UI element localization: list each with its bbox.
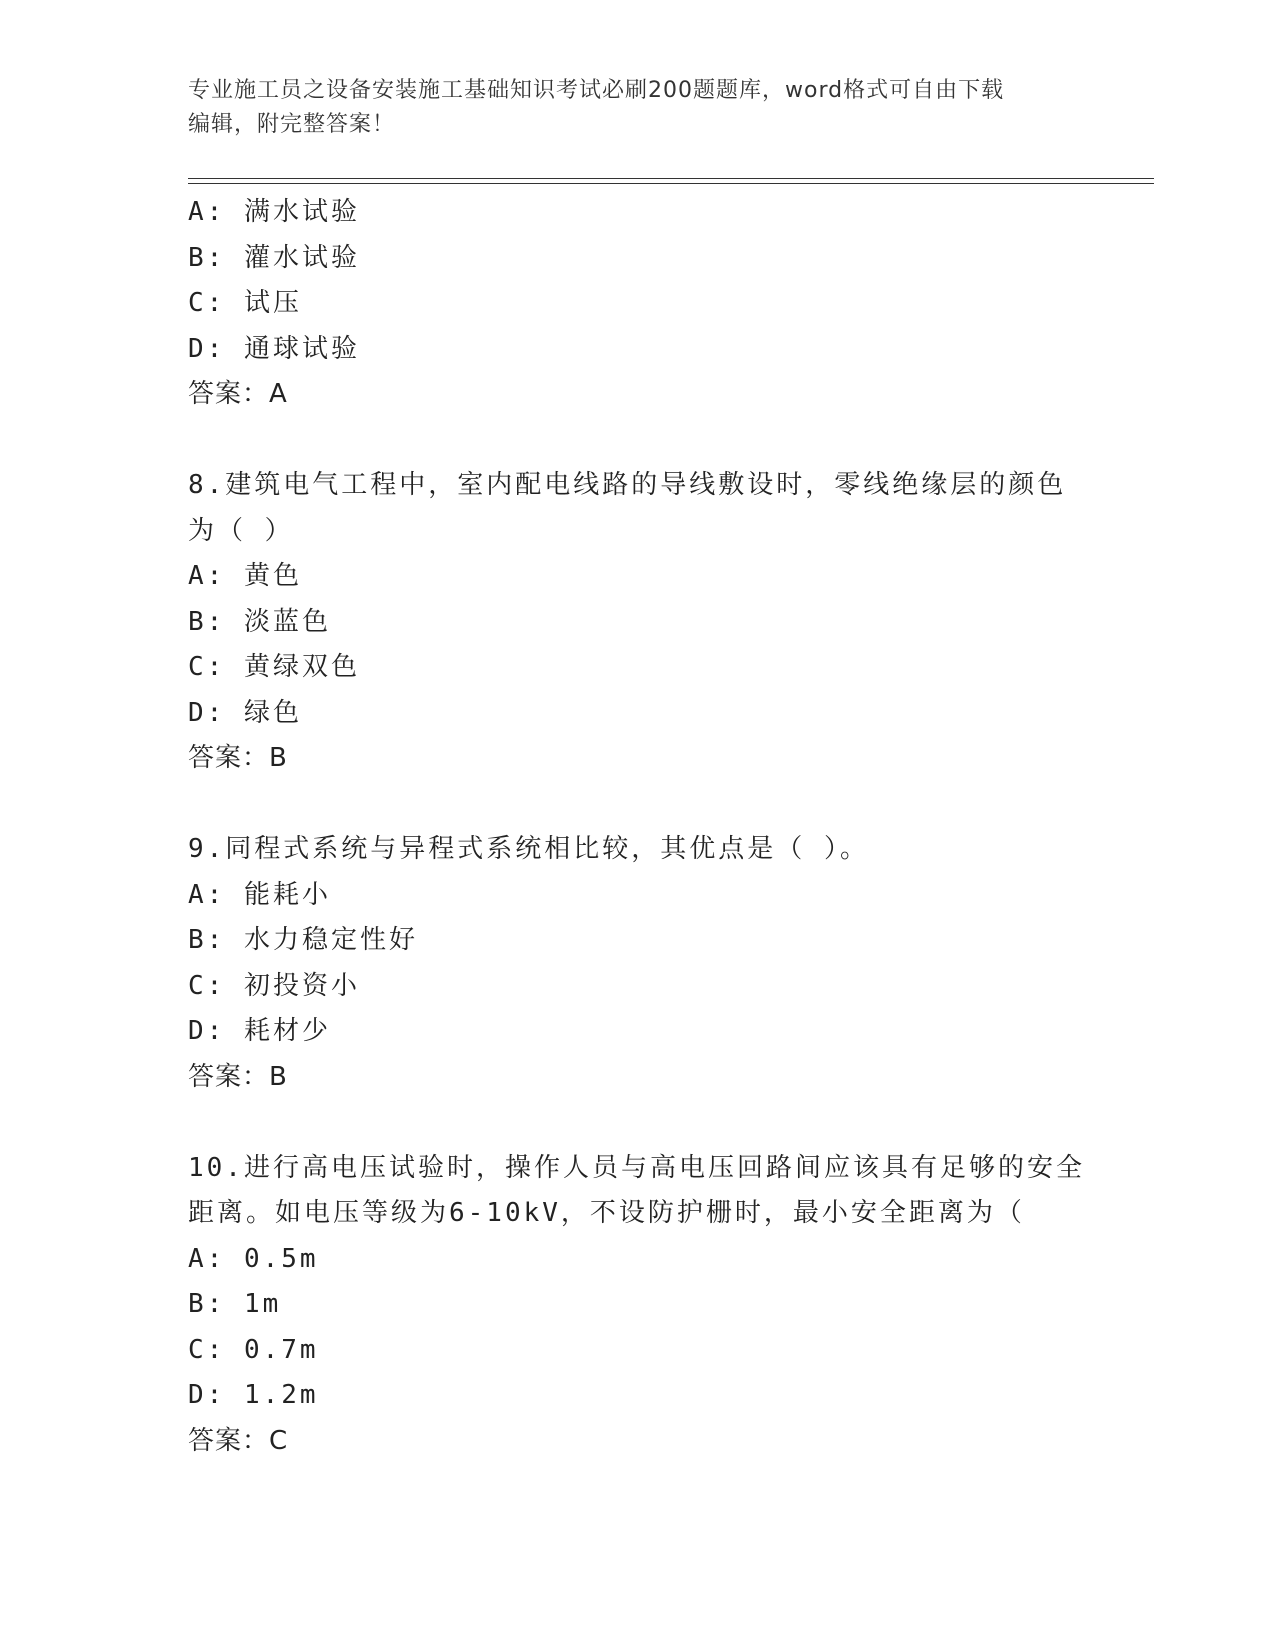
q8-option-a: A: 黄色 bbox=[188, 561, 302, 591]
q7-option-a: A: 满水试验 bbox=[188, 197, 360, 227]
header-divider-bottom bbox=[188, 183, 1154, 184]
q10-option-a: A: 0.5m bbox=[188, 1243, 319, 1274]
q9-option-a: A: 能耗小 bbox=[188, 879, 331, 910]
q9-answer: 答案：B bbox=[188, 1061, 288, 1092]
q9-option-d: D: 耗材少 bbox=[188, 1016, 331, 1046]
q8-option-b: B: 淡蓝色 bbox=[188, 606, 331, 637]
q9-stem-line-1: 9.同程式系统与异程式系统相比较，其优点是（ ）。 bbox=[188, 834, 869, 864]
document-header bbox=[188, 74, 1088, 142]
q8-answer: 答案：B bbox=[188, 743, 288, 773]
q7-option-b: B: 灌水试验 bbox=[188, 242, 360, 273]
q7-option-c: C: 试压 bbox=[188, 288, 302, 318]
q7-option-d: D: 通球试验 bbox=[188, 333, 360, 364]
q10-option-d: D: 1.2m bbox=[188, 1380, 319, 1410]
q9-option-c: C: 初投资小 bbox=[188, 970, 360, 1001]
header-divider-top bbox=[188, 178, 1154, 179]
header-title-line-2: 编辑，附完整答案！ bbox=[188, 112, 396, 137]
spacer bbox=[188, 1100, 1088, 1146]
question-8 bbox=[188, 463, 1088, 782]
question-list bbox=[188, 190, 1088, 1464]
question-9 bbox=[188, 827, 1088, 1100]
question-7 bbox=[188, 190, 1088, 418]
header-title-line-1: 专业施工员之设备安装施工基础知识考试必刷200题题库，word格式可自由下载 bbox=[188, 78, 1005, 103]
q8-stem-line-1: 8.建筑电气工程中，室内配电线路的导线敷设时，零线绝缘层的颜色 bbox=[188, 470, 1067, 500]
q9-option-b: B: 水力稳定性好 bbox=[188, 925, 418, 955]
question-10 bbox=[188, 1146, 1088, 1465]
q10-answer: 答案：C bbox=[188, 1425, 289, 1456]
q8-stem-line-2: 为（ ） bbox=[188, 515, 294, 546]
q8-option-d: D: 绿色 bbox=[188, 697, 302, 728]
q8-option-c: C: 黄绿双色 bbox=[188, 652, 360, 682]
q7-answer: 答案：A bbox=[188, 379, 288, 409]
q10-stem-line-2: 距离。如电压等级为6-10kV，不设防护栅时，最小安全距离为（ bbox=[188, 1198, 1025, 1228]
spacer bbox=[188, 782, 1088, 828]
spacer bbox=[188, 418, 1088, 464]
q10-option-c: C: 0.7m bbox=[188, 1334, 319, 1365]
q10-option-b: B: 1m bbox=[188, 1289, 282, 1319]
q10-stem-line-1: 10.进行高电压试验时，操作人员与高电压回路间应该具有足够的安全 bbox=[188, 1152, 1085, 1183]
